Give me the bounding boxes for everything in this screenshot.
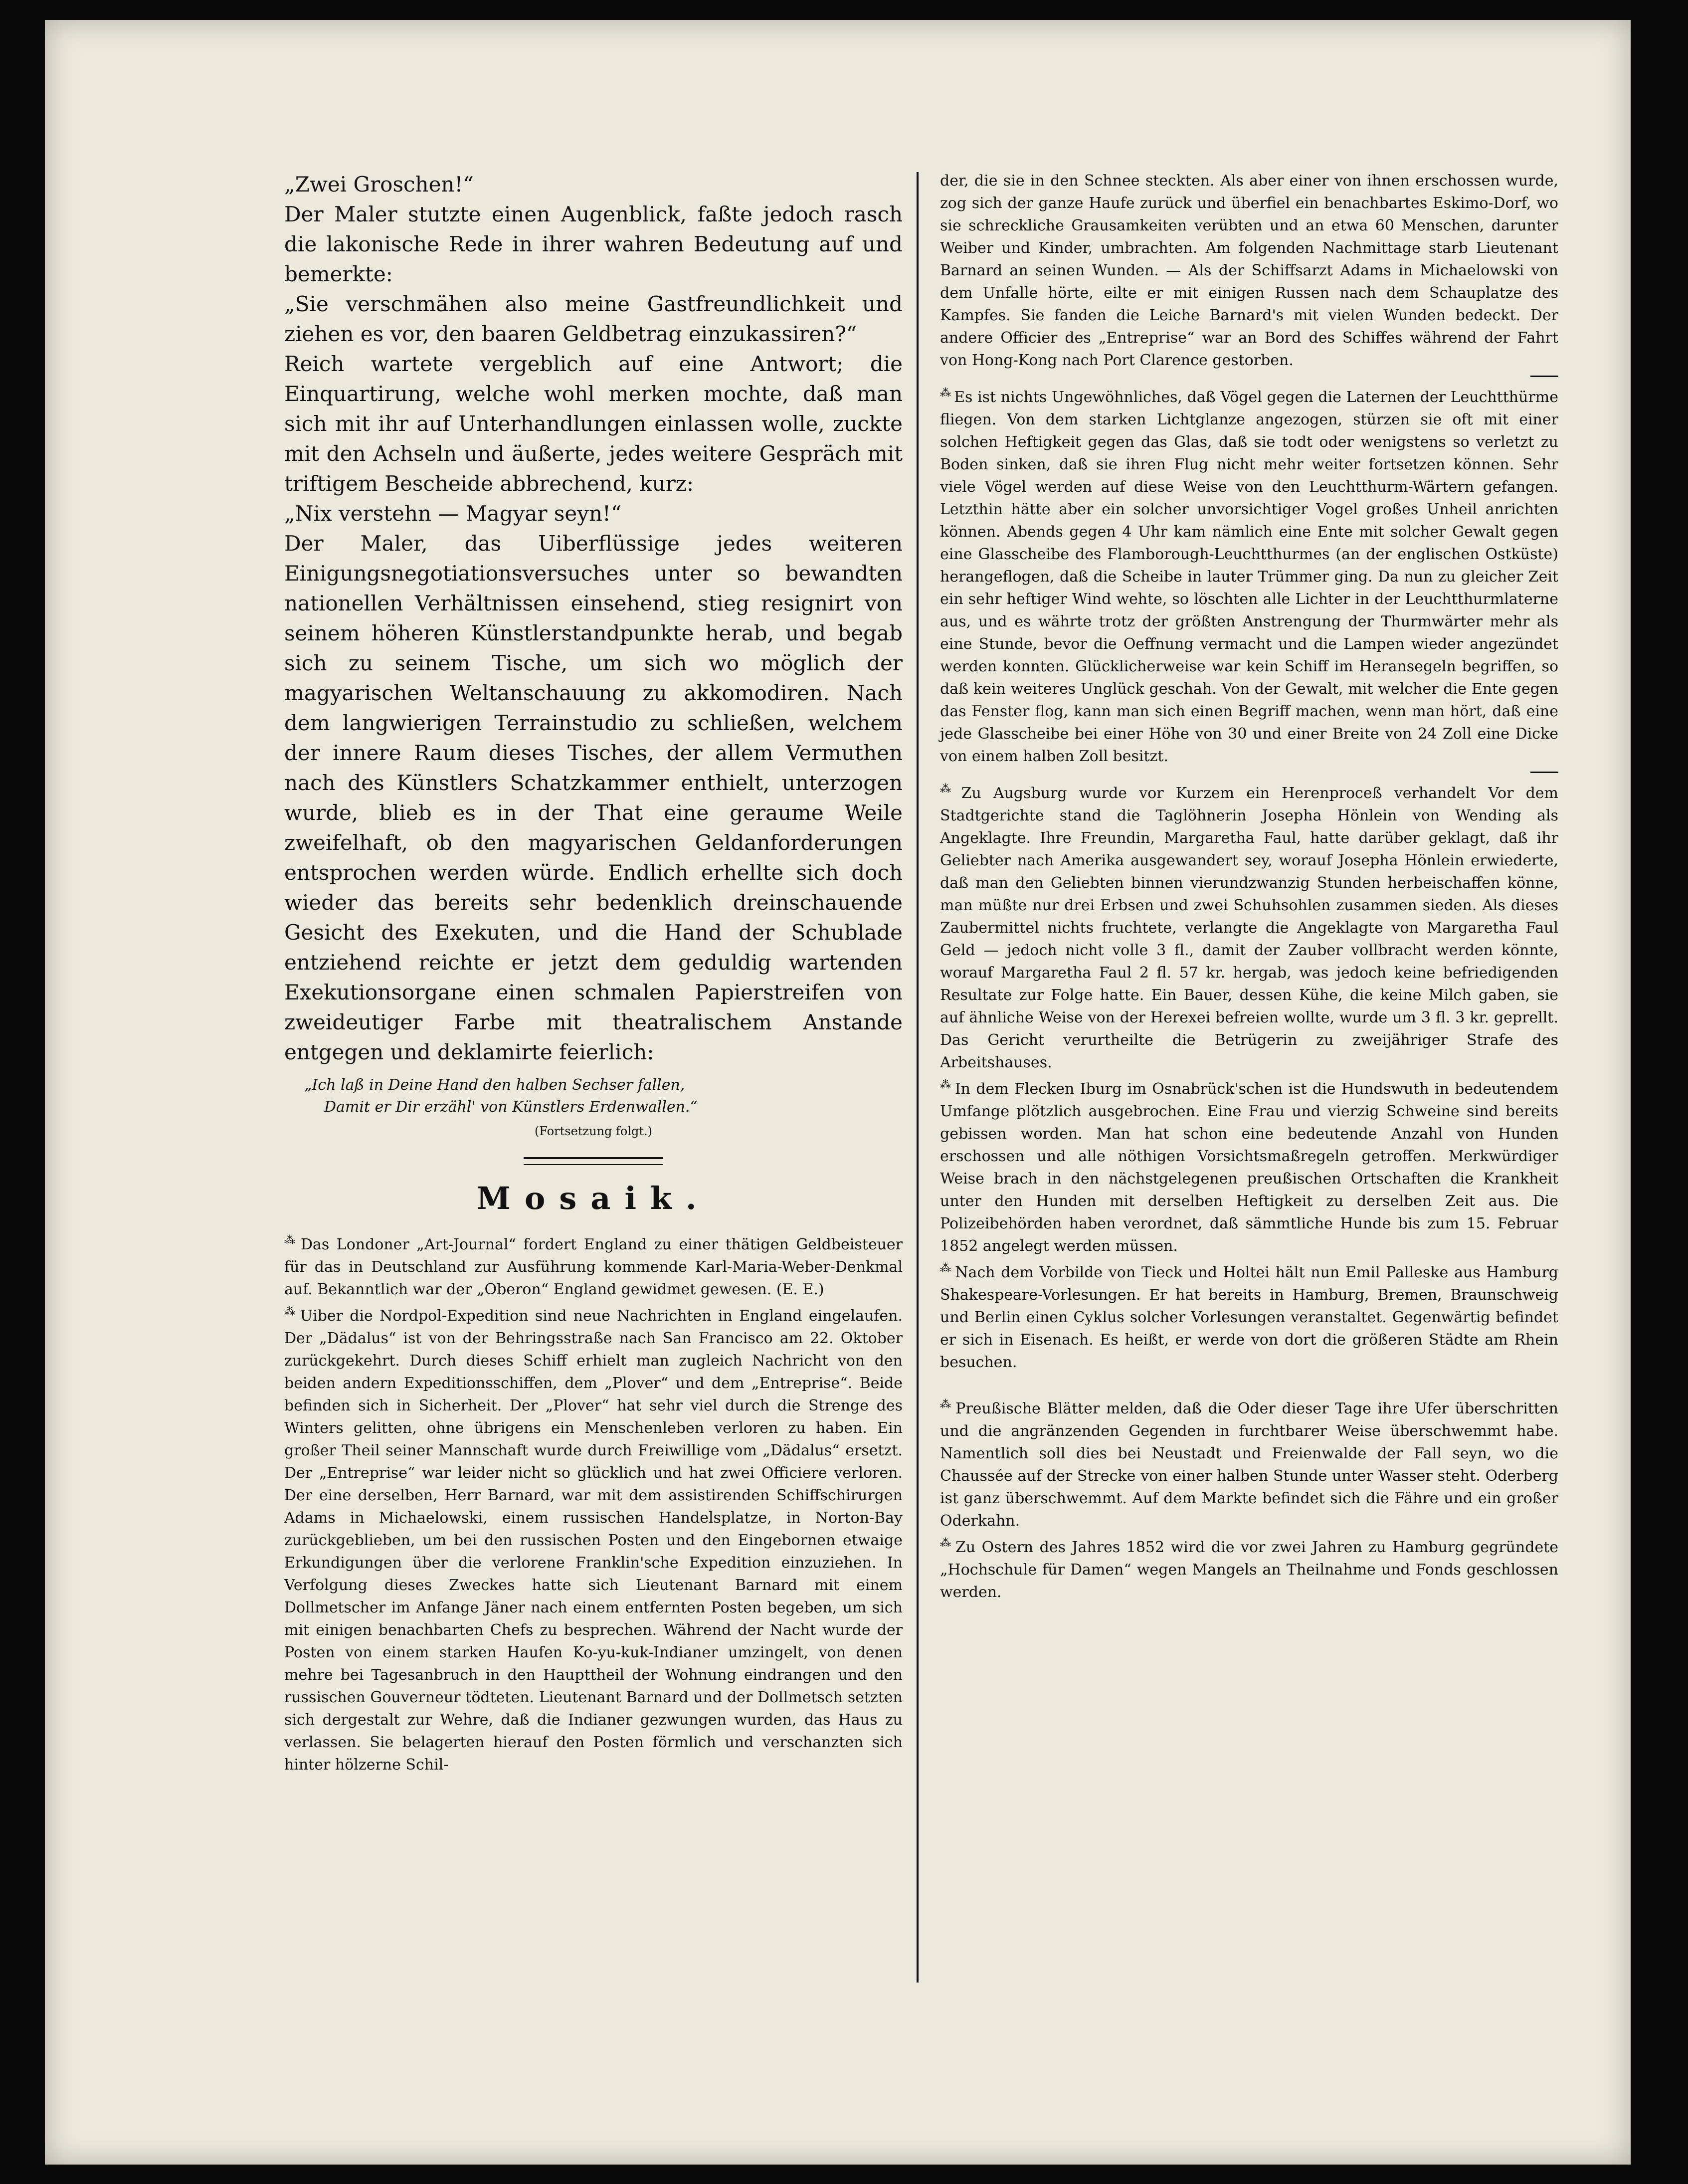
continuation-note: (Fortsetzung folgt.) [535, 1124, 652, 1138]
item-separator [1530, 772, 1558, 773]
verse-line: „Ich laß in Deine Hand den halben Sechser fallen, [304, 1076, 685, 1094]
item-separator [1530, 376, 1558, 377]
column-rule [917, 172, 919, 1983]
left-column [284, 170, 903, 1776]
news-item: der, die sie in den Schnee steckten. Als aber einer von ihnen erschossen wurde, zog sich der ganze Haufe zurück und überfiel ein benachbartes Eskimo-Dorf, wo sie schreckliche Grausamkeiten verübten und an etwa 60 Menschen, darunter Weiber und Kinder, umbrachten. Am folgenden Nachmittage starb Lieutenant Barnard an seinen Wunden. — Als der Schiffsarzt Adams in Michaelowski von dem Unfalle hörte, eilte er mit einigen Russen nach dem Schauplatze des Kampfes. Sie fanden die Leiche Barnard's mit vielen Wunden bedeckt. Der andere Officier des „Entreprise“ war an Bord des Schiffes während der Fahrt von Hong-Kong nach Port Clarence gestorben. [940, 172, 1558, 369]
asterism-icon: ⁂ [940, 1262, 952, 1275]
paragraph: Der Maler stutzte einen Augenblick, faßte jedoch rasch die lakonische Rede in ihrer wahren Bedeutung auf und bemerkte: [284, 202, 903, 286]
asterism-icon: ⁂ [940, 1398, 953, 1411]
asterism-icon: ⁂ [940, 1079, 952, 1091]
asterism-icon: ⁂ [284, 1306, 297, 1318]
news-item [940, 778, 1558, 1074]
news-item-text: Zu Ostern des Jahres 1852 wird die vor zwei Jahren zu Hamburg gegründete „Hochschule für Damen“ wegen Mangels an Theilnahme und Fonds geschlossen werden. [940, 1539, 1559, 1601]
right-column [940, 170, 1558, 1603]
news-item [940, 1532, 1558, 1603]
asterism-icon: ⁂ [940, 1537, 952, 1550]
news-item-text: Nach dem Vorbilde von Tieck und Holtei hält nun Emil Palleske aus Hamburg Shakespeare-Vorlesungen. Er hat bereits in Hamburg, Bremen, Braunschweig und Berlin einen Cyklus solcher Vorlesungen veranstaltet. Gegenwärtig befindet er sich in Eisenach. Es heißt, er werde von dort die größeren Städte am Rhein besuchen. [940, 1264, 1558, 1371]
news-item-text: Preußische Blätter melden, daß die Oder dieser Tage ihre Ufer überschritten und die angränzenden Gegenden in furchtbarer Weise überschwemmt habe. Namentlich soll dies bei Neustadt und Freienwalde der Fall seyn, wo die Chaussée auf der Strecke von einer halben Stunde unter Wasser steht. Oderberg ist ganz überschwemmt. Auf dem Markte befindet sich die Fähre und ein großer Oderkahn. [940, 1400, 1559, 1530]
news-item [940, 1393, 1558, 1532]
asterism-icon: ⁂ [940, 387, 951, 399]
paragraph: „Nix verstehn — Magyar seyn!“ [284, 501, 622, 526]
paragraph: „Zwei Groschen!“ [284, 172, 474, 197]
paragraph: Der Maler, das Uiberflüssige jedes weiteren Einigungsnegotiationsversuches unter so bewandten nationellen Verhältnissen einsehend, stieg resignirt von seinem höheren Künstlerstandpunkte herab, und begab sich zu seinem Tische, um sich wo möglich der magyarischen Weltanschauung zu akkomodiren. Nach dem langwierigen Terrainstudio zu schließen, welchem der innere Raum dieses Tisches, der allem Vermuthen nach des Künstlers Schatzkammer enthielt, unterzogen wurde, blieb es in der That eine geraume Weile zweifelhaft, ob den magyarischen Geldanforderungen entsprochen werden würde. Endlich erhellte sich doch wieder das bereits sehr bedenklich dreinschauende Gesicht des Exekuten, und die Hand der Schublade entziehend reichte er jetzt dem geduldig wartenden Exekutionsorgane einen schmalen Papierstreifen von zweideutiger Farbe mit theatralischem Anstande entgegen und deklamirte feierlich: [284, 531, 903, 1064]
news-item-text: Uiber die Nordpol-Expedition sind neue Nachrichten in England eingelaufen. Der „Dädalus“ ist von der Behringsstraße nach San Francisco am 22. Oktober zurückgekehrt. Durch dieses Schiff erhielt man zugleich Nachricht von den beiden andern Expeditionsschiffen, dem „Plover“ und dem „Entreprise“. Beide befinden sich in Sicherheit. Der „Plover“ hat sehr viel durch die Strenge des Winters gelitten, ohne übrigens ein Menschenleben verloren zu haben. Ein großer Theil seiner Mannschaft wurde durch Freiwillige vom „Dädalus“ ersetzt. Der „Entreprise“ war leider nicht so glücklich und hat zwei Officiere verloren. Der eine derselben, Herr Barnard, war mit dem assistirenden Schiffschirurgen Adams in Michaelowski, einem russischen Handelsplatze, in Norton-Bay zurückgeblieben, um bei den russischen Posten und den Eingebornen etwaige Erkundigungen über die verlorene Franklin'sche Expedition einzuziehen. In Verfolgung dieses Zweckes hatte sich Lieutenant Barnard mit einem Dollmetscher im Anfange Jäner nach einem entfernten Posten begeben, um sich mit einigen benachbarten Chefs zu besprechen. Während der Nacht wurde der Posten von einem starken Haufen Ko-yu-kuk-Indianer umzingelt, von denen mehre bei Tagesanbruch in den Haupttheil der Wohnung eindrangen und den russischen Gouverneur tödteten. Lieutenant Barnard und der Dollmetsch setzten sich dergestalt zur Wehre, daß die Indianer gezwungen wurden, das Haus zu verlassen. Sie belagerten hierauf den Posten förmlich und verschanzten sich hinter hölzerne Schil- [284, 1307, 903, 1774]
news-item-text: Zu Augsburg wurde vor Kurzem ein Herenproceß verhandelt Vor dem Stadtgerichte stand die Taglöhnerin Josepha Hönlein von Wending als Angeklagte. Ihre Freundin, Margaretha Faul, hatte darüber geklagt, daß ihr Geliebter nach Amerika ausgewandert sey, worauf Josepha Hönlein erwiederte, daß man den Geliebten binnen vierundzwanzig Stunden herbeischaffen könne, man müßte nur drei Erbsen und zwei Schuhsohlen zusammen sieden. Als dieses Zaubermittel nichts fruchtete, verlangte die Angeklagte von Margaretha Faul Geld — jedoch nicht volle 3 fl., damit der Zauber vollbracht werden könnte, worauf Margaretha Faul 2 fl. 57 kr. hergab, was jedoch keine befriedigenden Resultate zur Folge hatte. Ein Bauer, dessen Kühe, die keine Milch gaben, sie auf ähnliche Weise von der Herexei befreien wollte, wurde um 3 fl. 3 kr. geprellt. Das Gericht verurtheilte die Betrügerin zu zweijähriger Strafe des Arbeitshauses. [940, 785, 1558, 1071]
asterism-icon: ⁂ [284, 1234, 298, 1247]
paragraph: „Sie verschmähen also meine Gastfreundlichkeit und ziehen es vor, den baaren Geldbetrag einzukassiren?“ [284, 292, 903, 346]
news-item [940, 1074, 1558, 1257]
news-item [284, 1301, 903, 1776]
news-item [940, 382, 1558, 768]
news-item-text: Es ist nichts Ungewöhnliches, daß Vögel gegen die Laternen der Leuchtthürme fliegen. Von dem starken Lichtglanze angezogen, stürzen sie oft mit einer solchen Heftigkeit gegen das Glas, daß sie todt oder wenigstens so verletzt zu Boden sinken, daß sie ihren Flug nicht mehr weiter fortsetzen können. Sehr viele Vögel werden auf diese Weise von den Leuchtthurm-Wärtern gefangen. Letzthin hätte aber ein solcher unvorsichtiger Vogel großes Unheil anrichten können. Abends gegen 4 Uhr kam nämlich eine Ente mit solcher Gewalt gegen eine Glasscheibe des Flamborough-Leuchtthurmes (an der englischen Ostküste) herangeflogen, daß die Scheibe in lauter Trümmer ging. Da nun zu gleicher Zeit ein sehr heftiger Wind wehte, so löschten alle Lichter in der Leuchtthurmlaterne aus, und es währte trotz der größten Anstrengung der Thurmwärter mehr als eine Stunde, bevor die Oeffnung vermacht und die Lampen wieder angezündet werden konnten. Glücklicherweise war kein Schiff im Heransegeln begriffen, so daß kein weiteres Unglück geschah. Von der Gewalt, mit welcher die Ente gegen das Fenster flog, kann man sich einen Begriff machen, wenn man hört, daß eine jede Glasscheibe bei einer Höhe von 30 und einer Breite von 24 Zoll eine Dicke von einem halben Zoll besitzt. [940, 389, 1558, 765]
news-item-text: In dem Flecken Iburg im Osnabrück'schen ist die Hundswuth in bedeutendem Umfange plötzlich ausgebrochen. Eine Frau und vierzig Schweine sind bereits gebissen worden. Man hat schon eine bedeutende Anzahl von Hunden erschossen und alle nöthigen Vorsichtsmaßregeln getroffen. Merkwürdiger Weise brach in den nächstgelegenen preußischen Ortschaften die Krankheit unter den Hunden mit derselben Heftigkeit zu derselben Zeit aus. Die Polizeibehörden haben verordnet, daß sämmtliche Hunde bis zum 15. Februar 1852 angelegt werden müssen. [940, 1080, 1558, 1255]
verse-line: Damit er Dir erzähl' von Künstlers Erdenwallen.“ [324, 1098, 698, 1116]
news-item [284, 1229, 903, 1301]
news-item-text: Das Londoner „Art-Journal“ fordert England zu einer thätigen Geldbeisteuer für das in Deutschland zur Ausführung kommende Karl-Maria-Weber-Denkmal auf. Bekanntlich war der „Oberon“ England gewidmet gewesen. (E. E.) [284, 1236, 903, 1298]
section-heading: Mosaik. [476, 1180, 711, 1216]
news-item [940, 1257, 1558, 1374]
asterism-icon: ⁂ [940, 783, 958, 795]
section-divider [524, 1157, 663, 1165]
paragraph: Reich wartete vergeblich auf eine Antwort; die Einquartirung, welche wohl merken mochte, daß man sich mit ihr auf Unterhandlungen einlassen wolle, zuckte mit den Achseln und äußerte, jedes weitere Gespräch mit triftigem Bescheide abbrechend, kurz: [284, 352, 903, 496]
